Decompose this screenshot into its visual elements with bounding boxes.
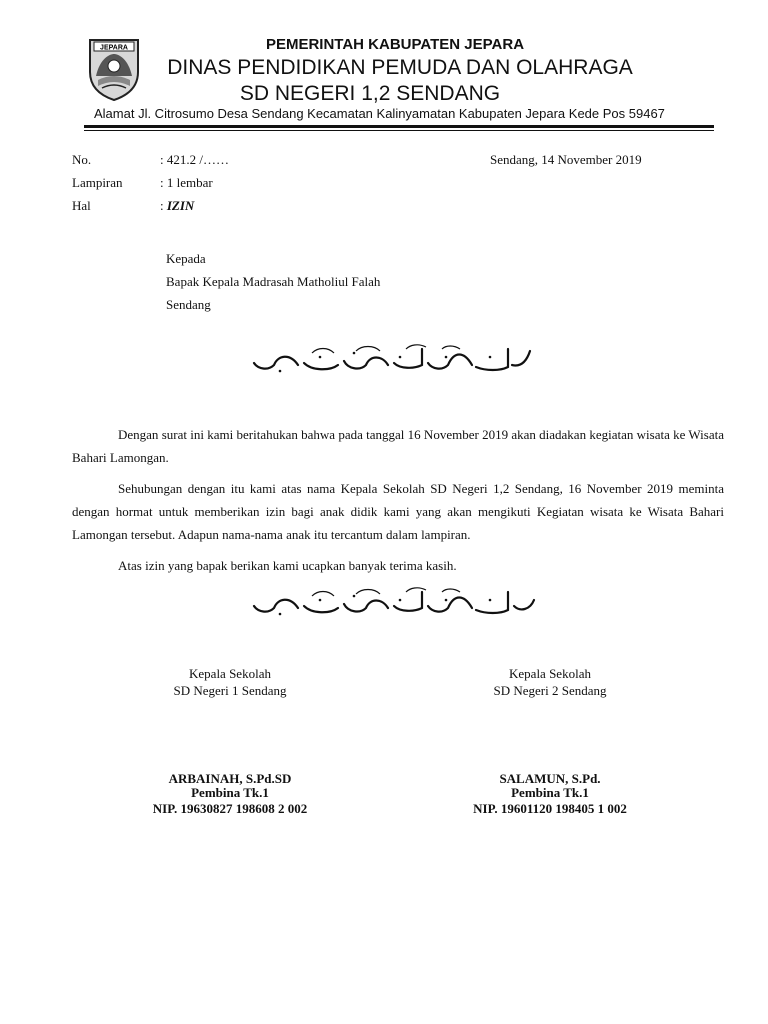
no-value: : 421.2 /…… <box>160 152 229 167</box>
lampiran-value: : 1 lembar <box>160 175 213 190</box>
signature-left-name: ARBAINAH, S.Pd.SD <box>168 771 292 786</box>
signature-right-title: Kepala Sekolah <box>509 666 591 681</box>
hal-colon: : <box>160 198 164 213</box>
recipient-line1: Kepada <box>166 251 206 266</box>
no-label: No. <box>72 152 92 167</box>
school-name: SD NEGERI 1,2 SENDANG <box>239 82 501 105</box>
hal-label: Hal <box>72 198 91 213</box>
letterhead-rule-thin <box>84 130 714 131</box>
arabic-wassalam-calligraphy-icon <box>250 586 540 618</box>
arabic-salam-calligraphy-icon <box>250 343 540 375</box>
government-name: PEMERINTAH KABUPATEN JEPARA <box>265 36 525 53</box>
recipient-line2: Bapak Kepala Madrasah Matholiul Falah <box>166 274 381 289</box>
signature-left-school: SD Negeri 1 Sendang <box>173 683 287 698</box>
signature-left-nip: NIP. 19630827 198608 2 002 <box>152 801 308 816</box>
signature-right-school: SD Negeri 2 Sendang <box>493 683 607 698</box>
department-name: DINAS PENDIDIKAN PEMUDA DAN OLAHRAGA <box>167 56 633 79</box>
logo-text: JEPARA <box>100 44 128 52</box>
jepara-emblem-icon <box>86 36 142 102</box>
recipient-line3: Sendang <box>166 297 211 312</box>
body-paragraph-2: Sehubungan dengan itu kami atas nama Kepala Sekolah SD Negeri 1,2 Sendang, 16 November 2019 meminta dengan hormat untuk memberikan izin bagi anak didik kami yang akan mengikuti Kegiatan wisata ke Wisata Bahari Lamongan tersebut. Adapun nama-nama anak itu tercantum dalam lampiran. <box>72 481 724 542</box>
signature-right-name: SALAMUN, S.Pd. <box>499 771 601 786</box>
body-paragraph-1: Dengan surat ini kami beritahukan bahwa pada tanggal 16 November 2019 akan diadakan kegiatan wisata ke Wisata Bahari Lamongan. <box>72 427 724 465</box>
signature-left-title: Kepala Sekolah <box>189 666 271 681</box>
signature-right-nip: NIP. 19601120 198405 1 002 <box>473 801 627 816</box>
letterhead-rule-thick <box>84 125 714 128</box>
hal-value: IZIN <box>166 198 195 213</box>
letter-date: Sendang, 14 November 2019 <box>490 152 642 167</box>
lampiran-label: Lampiran <box>72 175 123 190</box>
hal-field <box>160 197 194 214</box>
signature-right-rank: Pembina Tk.1 <box>511 785 589 800</box>
body-paragraph-3: Atas izin yang bapak berikan kami ucapkan banyak terima kasih. <box>118 558 457 573</box>
signature-left-rank: Pembina Tk.1 <box>191 785 269 800</box>
school-address: Alamat Jl. Citrosumo Desa Sendang Kecamatan Kalinyamatan Kabupaten Jepara Kede Pos 59467 <box>94 106 665 121</box>
